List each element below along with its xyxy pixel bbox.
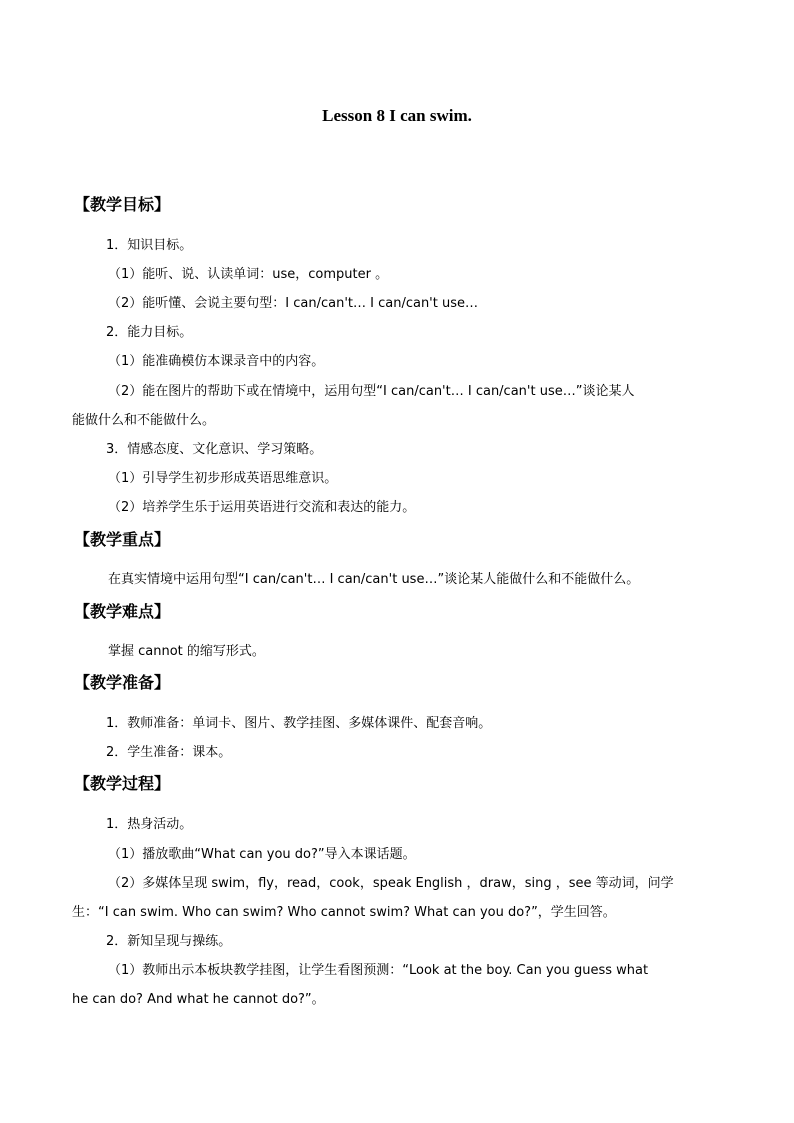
objective-line: （2）能听懂、会说主要句型：I can/can't… I can/can't use… [108,296,478,311]
heading-process: 【教学过程】 [74,774,171,793]
lesson-title: Lesson 8 I can swim. [322,106,472,125]
process-line: （2）多媒体呈现 swim，fly，read，cook，speak English ，draw，sing ，see 等动词，问学 [108,876,674,891]
objective-line: 1．知识目标。 [106,238,193,253]
process-line: 2．新知呈现与操练。 [106,934,232,949]
objective-line: （1）能听、说、认读单词：use，computer 。 [108,267,389,282]
heading-difficulties: 【教学难点】 [74,602,171,621]
heading-preparation: 【教学准备】 [74,673,171,692]
preparation-line: 1．教师准备：单词卡、图片、教学挂图、多媒体课件、配套音响。 [106,716,492,731]
process-line: he can do? And what he cannot do?”。 [72,992,325,1007]
key-point-line: 在真实情境中运用句型“I can/can't… I can/can't use…”谈论某人能做什么和不能做什么。 [108,572,640,587]
objective-line: 2．能力目标。 [106,325,193,340]
objective-line: （1）引导学生初步形成英语思维意识。 [108,471,338,486]
objective-line: （2）能在图片的帮助下或在情境中，运用句型“I can/can't… I can/can't use…”谈论某人 [108,384,635,399]
process-line: （1）教师出示本板块教学挂图，让学生看图预测：“Look at the boy. Can you guess what [108,963,649,978]
process-line: 1．热身活动。 [106,817,193,832]
heading-objectives: 【教学目标】 [74,195,171,214]
objective-line: 能做什么和不能做什么。 [72,413,216,428]
process-line: 生：“I can swim. Who can swim? Who cannot swim? What can you do?”，学生回答。 [72,905,616,920]
difficulty-line: 掌握 cannot 的缩写形式。 [108,644,265,659]
objective-line: （2）培养学生乐于运用英语进行交流和表达的能力。 [108,500,416,515]
process-line: （1）播放歌曲“What can you do?”导入本课话题。 [108,847,416,862]
heading-key-points: 【教学重点】 [74,530,171,549]
objective-line: 3．情感态度、文化意识、学习策略。 [106,442,323,457]
objective-line: （1）能准确模仿本课录音中的内容。 [108,354,325,369]
preparation-line: 2．学生准备：课本。 [106,745,232,760]
